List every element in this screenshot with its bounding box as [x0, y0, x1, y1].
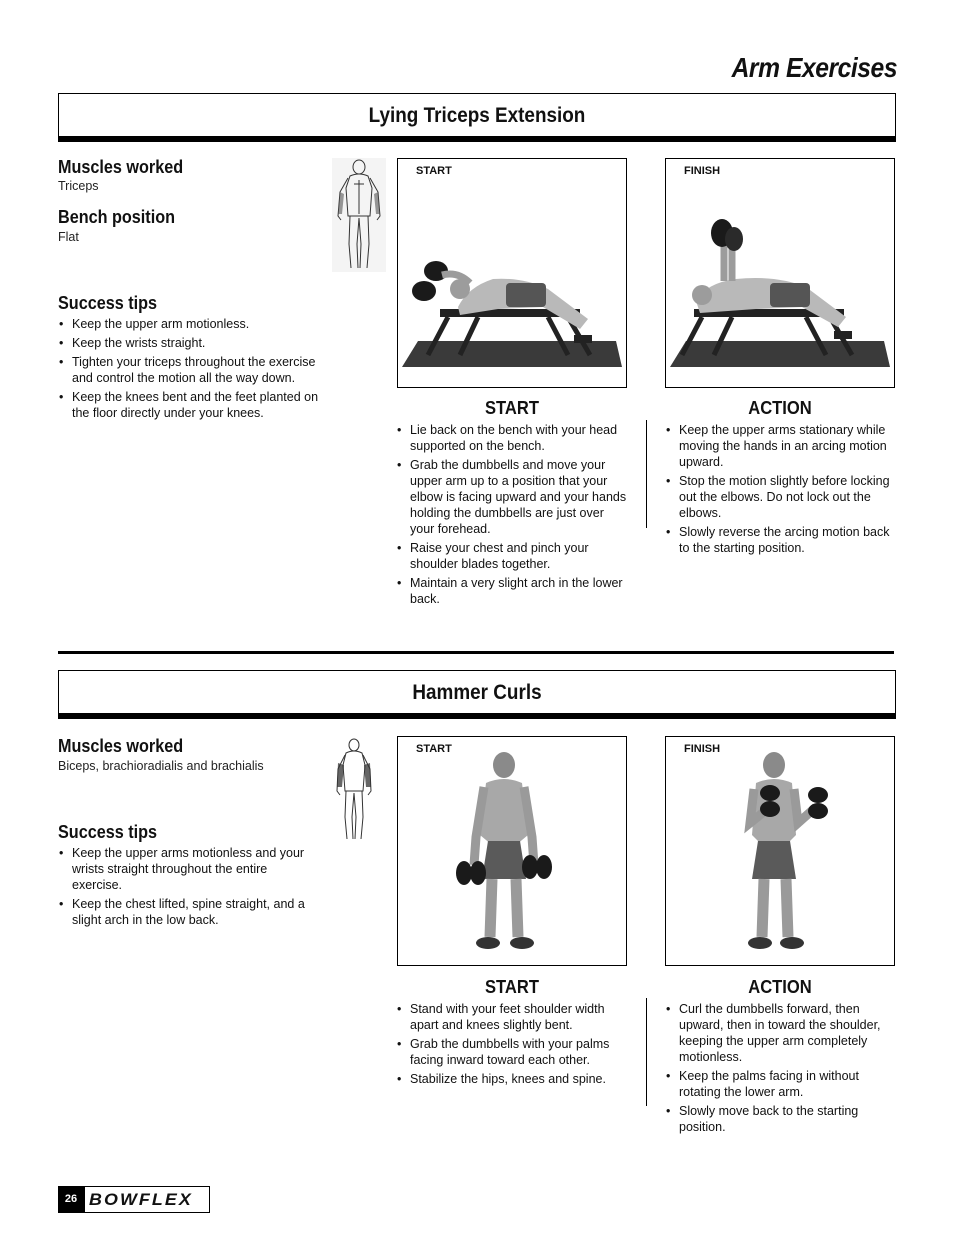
list-item: • Curl the dumbbells forward, then upward, then in toward the shoulder, keeping the upper arm completely motionless.: [665, 1001, 897, 1065]
list-item: • Stand with your feet shoulder width apart and knees slightly bent.: [396, 1001, 628, 1033]
person-on-bench-photo: [398, 159, 626, 387]
brand-logo-text: BOWFLEX: [89, 1190, 193, 1209]
brand-logo: [84, 1186, 210, 1213]
action-heading: ACTION: [748, 977, 812, 997]
list-item: • Keep the wrists straight.: [58, 335, 320, 351]
photo-start: [397, 158, 627, 388]
photo-finish: [665, 158, 895, 388]
bench-value: Flat: [58, 230, 79, 244]
page-number: 26: [58, 1186, 84, 1213]
list-item: • Stabilize the hips, knees and spine.: [396, 1071, 628, 1087]
tips-list: [58, 845, 320, 931]
tips-heading: Success tips: [58, 293, 158, 313]
bench-heading: Bench position: [58, 207, 175, 227]
list-item: • Keep the knees bent and the feet planted on the floor directly under your knees.: [58, 389, 320, 421]
section-title: Hammer Curls: [412, 681, 542, 704]
list-item: • Stop the motion slightly before locking out the elbows. Do not lock out the elbows.: [665, 473, 897, 521]
section-banner-lying-triceps: [58, 93, 896, 142]
list-item: • Slowly move back to the starting position.: [665, 1103, 897, 1135]
start-heading: START: [485, 977, 539, 997]
column-divider: [646, 998, 647, 1106]
list-item: • Slowly reverse the arcing motion back to the starting position.: [665, 524, 897, 556]
photo-tag: FINISH: [684, 743, 721, 755]
list-item: • Keep the upper arm motionless.: [58, 316, 320, 332]
section-banner-hammer-curls: [58, 670, 896, 719]
action-heading: ACTION: [748, 398, 812, 418]
tips-heading: Success tips: [58, 822, 158, 842]
action-steps-list: [665, 422, 897, 559]
list-item: • Keep the palms facing in without rotating the lower arm.: [665, 1068, 897, 1100]
anatomy-figure-icon: [332, 158, 386, 272]
action-steps-list: [665, 1001, 897, 1138]
column-divider: [646, 420, 647, 528]
photo-tag: START: [416, 743, 452, 755]
photo-finish: [665, 736, 895, 966]
list-item: • Maintain a very slight arch in the lower back.: [396, 575, 628, 607]
list-item: • Keep the upper arms stationary while moving the hands in an arcing motion upward.: [665, 422, 897, 470]
muscles-heading: Muscles worked: [58, 157, 184, 177]
section-divider: [58, 651, 894, 654]
photo-start: [397, 736, 627, 966]
list-item: • Keep the upper arms motionless and your wrists straight throughout the entire exercise.: [58, 845, 320, 893]
standing-person-photo: [398, 737, 626, 965]
photo-tag: START: [416, 165, 452, 177]
section-title: Lying Triceps Extension: [368, 104, 586, 127]
muscles-value: Triceps: [58, 179, 99, 193]
list-item: • Tighten your triceps throughout the exercise and control the motion all the way down.: [58, 354, 320, 386]
list-item: • Grab the dumbbells with your palms facing inward toward each other.: [396, 1036, 628, 1068]
person-on-bench-photo: [666, 159, 894, 387]
tips-list: [58, 316, 320, 424]
list-item: • Keep the chest lifted, spine straight, and a slight arch in the low back.: [58, 896, 320, 928]
start-steps-list: [396, 422, 628, 610]
standing-person-photo: [666, 737, 894, 965]
list-item: • Raise your chest and pinch your shoulder blades together.: [396, 540, 628, 572]
photo-tag: FINISH: [684, 165, 721, 177]
list-item: • Lie back on the bench with your head supported on the bench.: [396, 422, 628, 454]
anatomy-figure-icon: [334, 737, 374, 843]
muscles-value: Biceps, brachioradialis and brachialis: [58, 759, 264, 773]
muscles-heading: Muscles worked: [58, 736, 184, 756]
page-title: Arm Exercises: [731, 52, 897, 83]
start-steps-list: [396, 1001, 628, 1090]
start-heading: START: [485, 398, 539, 418]
list-item: • Grab the dumbbells and move your upper arm up to a position that your elbow is facing upward and your hands holding the dumbbells are just over your forehead.: [396, 457, 628, 537]
